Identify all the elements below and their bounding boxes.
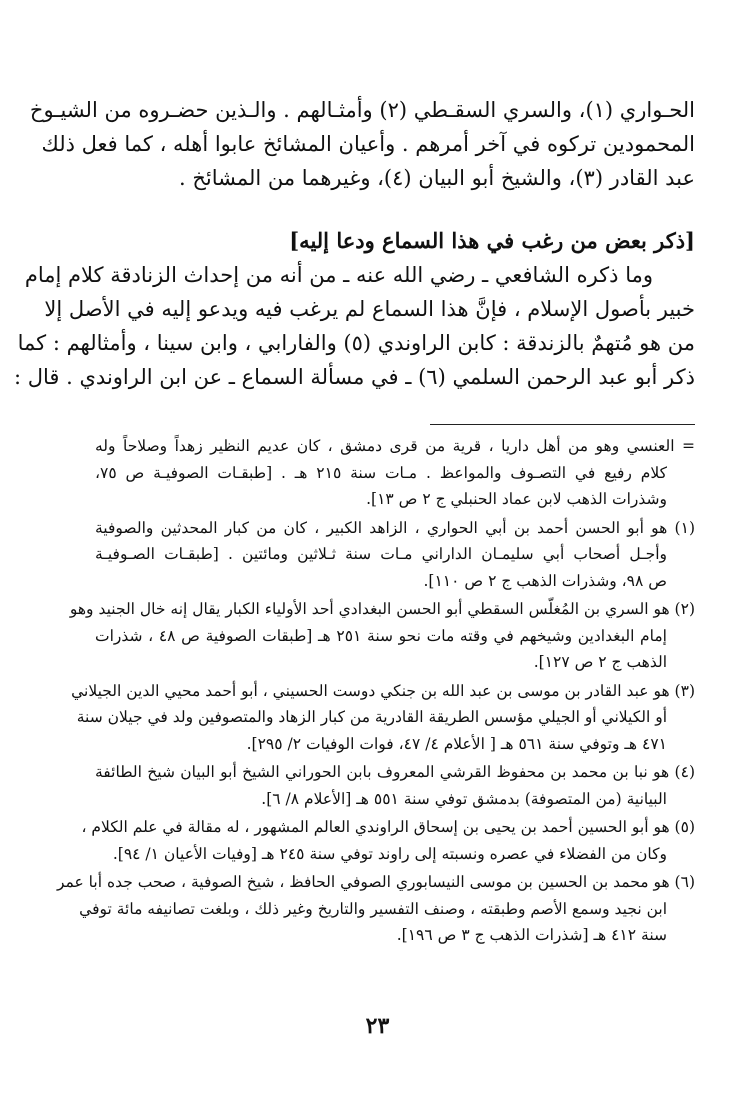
text-line: الحـواري (١)، والسري السقـطي (٢) وأمثـالهم . والـذين حضـروه من الشيـوخ	[29, 98, 695, 122]
footnotes	[56, 433, 695, 951]
footnote-continued	[95, 433, 695, 513]
footnote-line: سنة ٤١٢ هـ [شذرات الذهب ج ٣ ص ١٩٦].	[396, 926, 667, 944]
footnote-line: (٥) هو أبو الحسين أحمد بن يحيى بن إسحاق الراوندي العالم المشهور ، له مقالة في علم الكلام ،	[81, 818, 695, 836]
footnote-line: ٤٧١ هـ وتوفي سنة ٥٦١ هـ [ الأعلام ٤/ ٤٧، فوات الوفيات ٢/ ٢٩٥].	[246, 734, 667, 753]
footnote-line: (٦) هو محمد بن الحسين بن موسى النيسابوري الصوفي الحافظ ، شيخ الصوفية ، صحب جده أبا عمر	[56, 873, 695, 891]
footnote-6	[56, 869, 695, 949]
footnote-line: إمام البغدادين وشيخهم في وقته مات نحو سنة ٢٥١ هـ [طبقات الصوفية ص ٤٨ ، شذرات	[95, 626, 667, 645]
footnote-line: البيانية (من المتصوفة) بدمشق توفي سنة ٥٥١ هـ [الأعلام ٨/ ٦].	[261, 789, 667, 808]
footnote-line: وشذرات الذهب لابن عماد الحنبلي ج ٢ ص ١٣].	[366, 490, 667, 508]
footnote-4	[95, 759, 695, 812]
footnote-line: كلام رفيع في التصـوف والمواعظ . مـات سنة ٢١٥ هـ . [طبقـات الصوفيـة ص ٧٥،	[95, 463, 667, 482]
footnote-line: ابن نجيد وسمع الأصم وطبقته ، وصنف التفسير والتاريخ وغير ذلك ، وبلغت تصانيفه مائة توفي	[79, 899, 667, 918]
section-heading: [ذكر بعض من رغب في هذا السماع ودعا إليه]	[289, 228, 695, 253]
footnote-line: (٢) هو السري بن المُغلّس السقطي أبو الحسن البغدادي أحد الأولياء الكبار يقال إنه خال الجنيد وهو	[69, 600, 695, 618]
text-line: من هو مُتهمٌ بالزندقة : كابن الراوندي (٥) والفارابي ، وابن سينا ، وأمثالهم : كما	[17, 331, 695, 355]
main-paragraph	[29, 93, 695, 195]
footnote-3	[71, 678, 695, 758]
footnote-line: (٤) هو نبا بن محمد بن محفوظ القرشي المعروف بابن الحوراني الشيخ أبو البيان شيخ الطائفة	[95, 763, 695, 781]
footnote-line: ص ٩٨، وشذرات الذهب ج ٢ ص ١١٠].	[423, 571, 667, 590]
footnote-5	[81, 814, 695, 867]
footnote-line: أو الكيلاني أو الجيلي مؤسس الطريقة القادرية من كبار الزهاد والمتصوفين ولد في جيلان سنة	[76, 708, 667, 726]
text-line: خبير بأصول الإسلام ، فإنَّ هذا السماع لم يرغب فيه ويدعو إليه في الأصل إلا	[44, 297, 695, 321]
footnote-2	[69, 596, 695, 676]
footnote-line: وكان من الفضلاء في عصره ونسبته إلى راوند توفي سنة ٢٤٥ هـ [وفيات الأعيان ١/ ٩٤].	[112, 844, 667, 863]
footnote-line: (٣) هو عبد القادر بن موسى بن عبد الله بن جنكي دوست الحسيني ، أبو أحمد محيي الدين الجيلاني	[71, 681, 695, 700]
page-number: ٢٣	[365, 1013, 390, 1039]
footnote-1	[95, 515, 695, 595]
footnote-line: (١) هو أبو الحسن أحمد بن أبي الحواري ، الزاهد الكبير ، كان من كبار المحدثين والصوفية	[95, 518, 695, 537]
footnote-line: = العنسي وهو من أهل داريا ، قرية من قرى دمشق ، كان عديم النظير زهداً وصلاحاً وله	[95, 437, 695, 455]
footnote-line: الذهب ج ٢ ص ١٢٧].	[533, 653, 667, 671]
text-line: المحمودين تركوه في آخر أمرهم . وأعيان المشائخ عابوا أهله ، كما فعل ذلك	[41, 132, 695, 156]
text-line: عبد القادر (٣)، والشيخ أبو البيان (٤)، وغيرهما من المشائخ .	[178, 166, 695, 190]
second-paragraph	[14, 258, 695, 394]
text-line: ذكر أبو عبد الرحمن السلمي (٦) ـ في مسألة السماع ـ عن ابن الراوندي . قال :	[14, 365, 695, 389]
footnote-separator	[430, 424, 695, 425]
footnote-line: وأجـل أصحاب أبي سليمـان الداراني مـات سنة ثـلاثين ومائتين . [طبقـات الصـوفيـة	[95, 545, 667, 563]
text-line: وما ذكره الشافعي ـ رضي الله عنه ـ من أنه من إحداث الزنادقة كلام إمام	[24, 263, 653, 287]
